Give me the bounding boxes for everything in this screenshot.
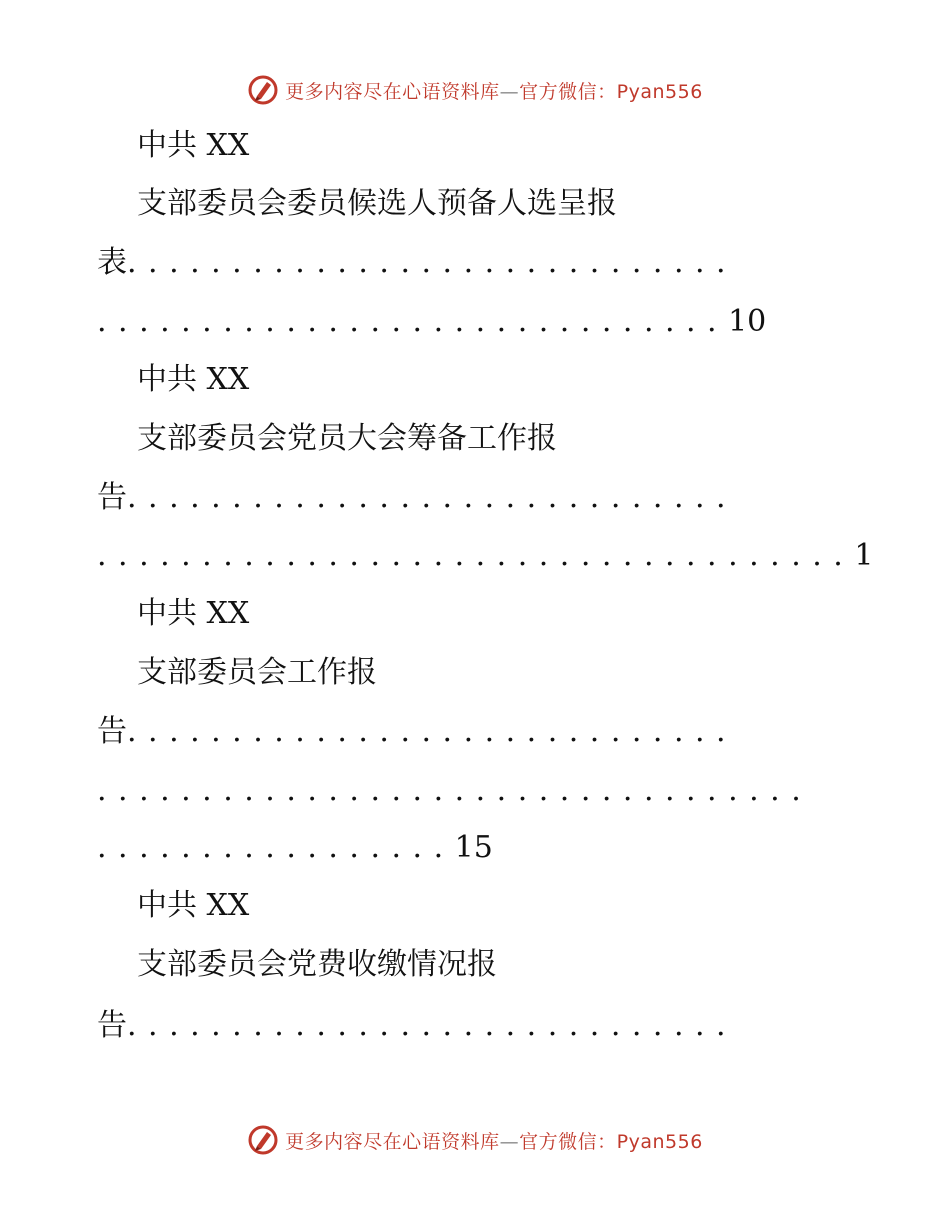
toc-page-number: 10: [728, 304, 767, 339]
footer-banner: [0, 1120, 950, 1160]
toc-dot-leader: .............................: [127, 245, 738, 280]
toc-entry-tail-char: 告: [97, 1008, 127, 1043]
toc-dot-leader: ..............................: [97, 304, 729, 339]
toc-entry-page-line: [0, 536, 950, 576]
toc-page-number: 15: [454, 830, 493, 865]
toc-entry-page-line: [0, 302, 950, 342]
toc-entry-org: 中共 XX: [137, 888, 250, 923]
toc-dot-leader: ....................................: [97, 538, 855, 573]
toc-entry-leader: [0, 243, 950, 283]
toc-entry-leader: [0, 1006, 950, 1046]
toc-dot-leader: ..................................: [97, 773, 813, 808]
toc-entry-page-line: [0, 828, 950, 868]
toc-dot-leader: .............................: [127, 1008, 738, 1043]
pen-logo-icon: [247, 1124, 279, 1156]
banner-library-name: 更多内容尽在心语资料库: [285, 1130, 500, 1153]
header-banner: [0, 70, 950, 110]
toc-entry-tail-char: 告: [97, 714, 127, 749]
banner-separator: —: [499, 80, 520, 103]
toc-page-number: 1: [854, 538, 874, 573]
toc-entry-org: 中共 XX: [137, 128, 250, 163]
banner-text: [285, 1127, 703, 1154]
toc-entry-title: 支部委员会党员大会筹备工作报: [137, 421, 557, 456]
pen-logo-icon: [247, 74, 279, 106]
banner-library-name: 更多内容尽在心语资料库: [285, 80, 500, 103]
toc-entry-leader: [0, 478, 950, 518]
banner-separator: —: [499, 1130, 520, 1153]
toc-entry-title: 支部委员会委员候选人预备人选呈报: [137, 186, 617, 221]
toc-dot-leader: .............................: [127, 714, 738, 749]
toc-entry-title: 支部委员会工作报: [137, 655, 377, 690]
toc-dot-line: [0, 771, 950, 811]
toc-entry-leader: [0, 712, 950, 752]
toc-entry-org: 中共 XX: [137, 362, 250, 397]
toc-dot-leader: .................: [97, 830, 455, 865]
toc-entry-org: 中共 XX: [137, 596, 250, 631]
toc-entry-title: 支部委员会党费收缴情况报: [137, 947, 497, 982]
toc-entry-tail-char: 告: [97, 480, 127, 515]
banner-text: [285, 77, 703, 104]
banner-wechat: 官方微信：Pyan556: [519, 80, 703, 103]
banner-wechat: 官方微信：Pyan556: [519, 1130, 703, 1153]
toc-dot-leader: .............................: [127, 480, 738, 515]
toc-entry-tail-char: 表: [97, 245, 127, 280]
